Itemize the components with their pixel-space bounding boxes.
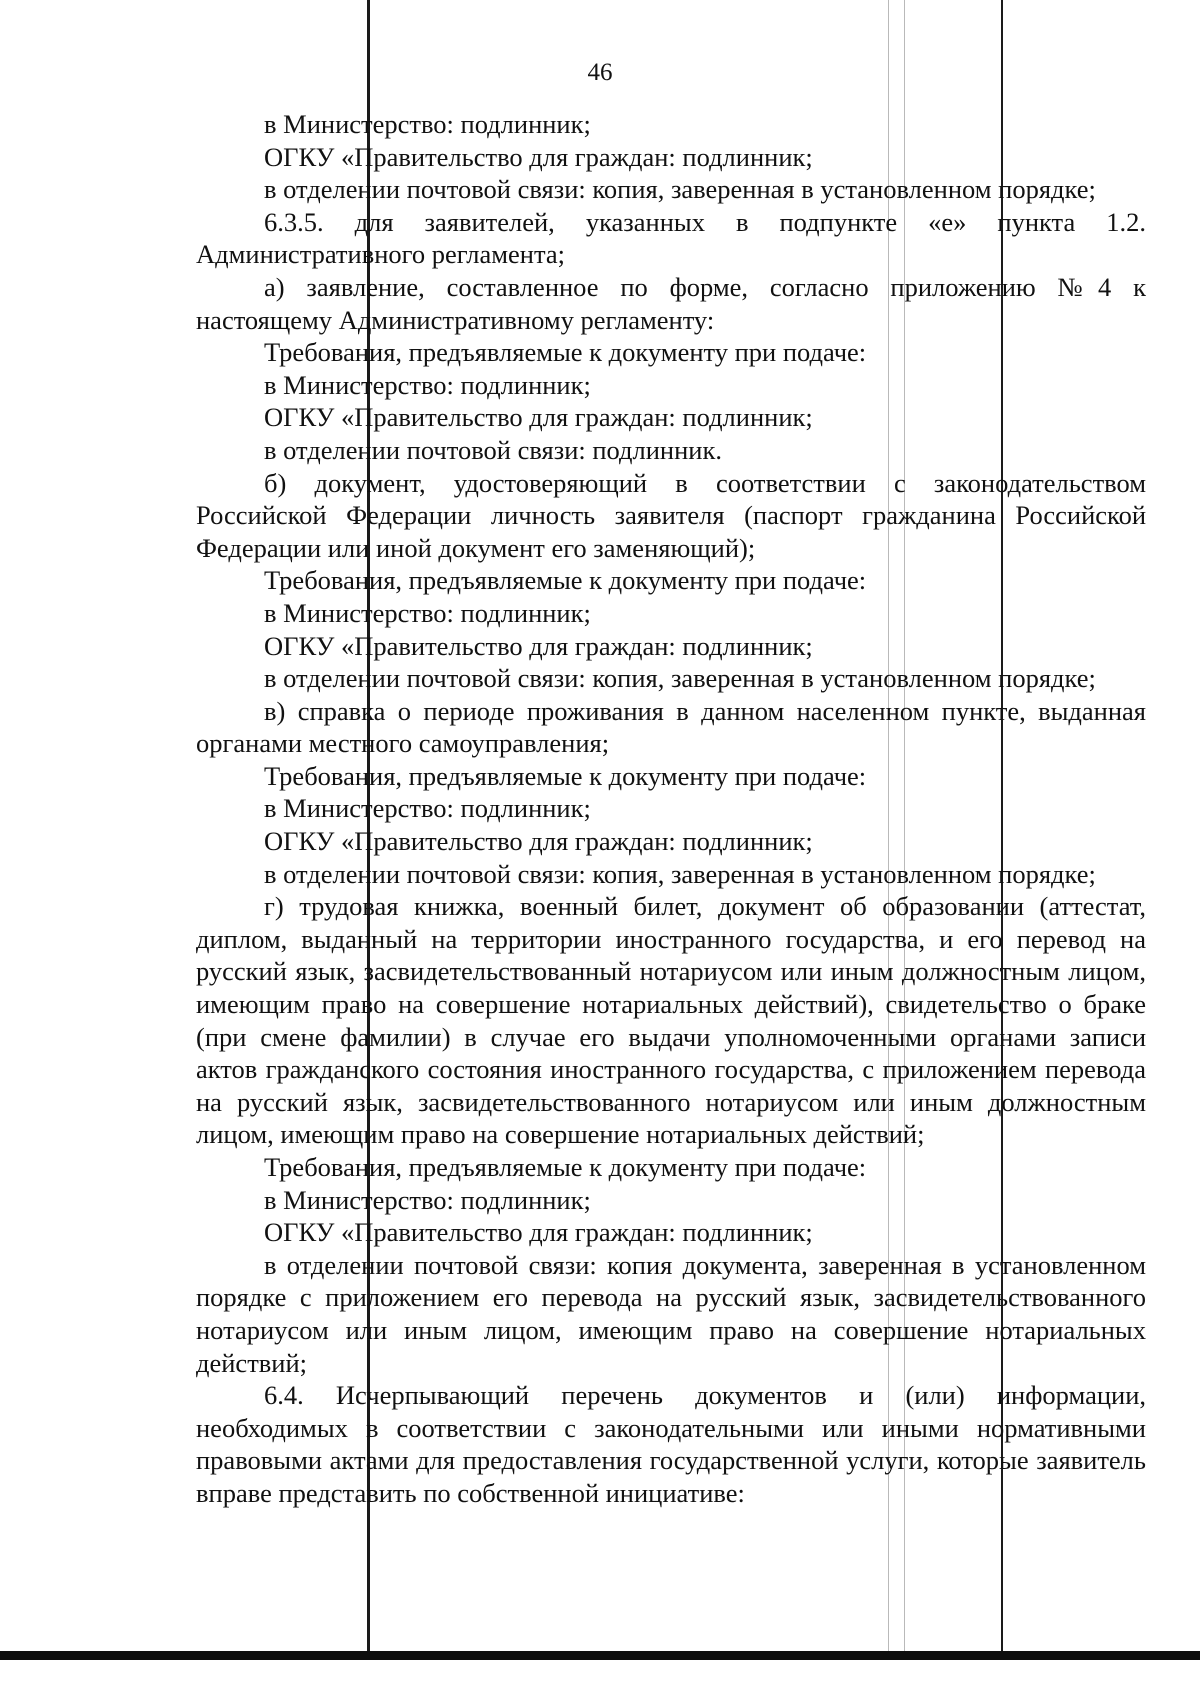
scan-bottom-edge <box>0 1651 1200 1660</box>
paragraph: в отделении почтовой связи: копия, заверенная в установленном порядке; <box>264 663 1096 694</box>
paragraph: ОГКУ «Правительство для граждан: подлинник; <box>264 141 813 172</box>
paragraph: Требования, предъявляемые к документу при подаче: <box>264 337 867 368</box>
paragraph: в Министерство: подлинник; <box>264 793 591 824</box>
paragraph: Требования, предъявляемые к документу при подаче: <box>264 565 867 596</box>
paragraph: 6.3.5. для заявителей, указанных в подпункте «е» пункта 1.2. Административного регламента; <box>196 206 1146 270</box>
paragraph: в) справка о периоде проживания в данном населенном пункте, выданная органами местного самоуправления; <box>196 695 1146 759</box>
paragraph: 6.4. Исчерпывающий перечень документов и (или) информации, необходимых в соответствии с законодательными или иными нормативными правовыми актами для предоставления государственной услуги, которые заявитель вправе представить по собственной инициативе: <box>196 1380 1146 1508</box>
paragraph: ОГКУ «Правительство для граждан: подлинник; <box>264 1217 813 1248</box>
paragraph: в Министерство: подлинник; <box>264 109 591 139</box>
document-body <box>196 108 1146 1510</box>
paragraph: г) трудовая книжка, военный билет, документ об образовании (аттестат, диплом, выданный на территории иностранного государства, и его перевод на русский язык, засвидетельствованный нотариусом или иным должностным лицом, имеющим право на совершение нотариальных действий), свидетельство о браке (при смене фамилии) в случае его выдачи уполномоченными органами записи актов гражданского состояния иностранного государства, с приложением перевода на русский язык, засвидетельствованного нотариусом или иным должностным лицом, имеющим право на совершение нотариальных действий; <box>196 891 1146 1150</box>
paragraph: ОГКУ «Правительство для граждан: подлинник; <box>264 402 813 433</box>
paragraph: а) заявление, составленное по форме, согласно приложению №4 к настоящему Административному регламенту: <box>196 271 1146 335</box>
paragraph: ОГКУ «Правительство для граждан: подлинник; <box>264 826 813 857</box>
paragraph: в отделении почтовой связи: копия, заверенная в установленном порядке; <box>264 174 1096 205</box>
page-number: 46 <box>587 59 613 86</box>
paragraph: Требования, предъявляемые к документу при подаче: <box>264 760 867 791</box>
paragraph: б) документ, удостоверяющий в соответствии с законодательством Российской Федерации личность заявителя (паспорт гражданина Российской Федерации или иной документ его заменяющий); <box>196 467 1146 563</box>
paragraph: в Министерство: подлинник; <box>264 369 591 400</box>
paragraph: в Министерство: подлинник; <box>264 597 591 628</box>
paragraph: в отделении почтовой связи: копия документа, заверенная в установленном порядке с приложением его перевода на русский язык, засвидетельствованного нотариусом или иным лицом, имеющим право на совершение нотариальных действий; <box>196 1249 1146 1378</box>
paragraph: в отделении почтовой связи: подлинник. <box>264 434 722 465</box>
paragraph: в отделении почтовой связи: копия, заверенная в установленном порядке; <box>264 858 1096 889</box>
paragraph: в Министерство: подлинник; <box>264 1184 591 1215</box>
paragraph: ОГКУ «Правительство для граждан: подлинник; <box>264 630 813 661</box>
paragraph: Требования, предъявляемые к документу при подаче: <box>264 1152 867 1182</box>
